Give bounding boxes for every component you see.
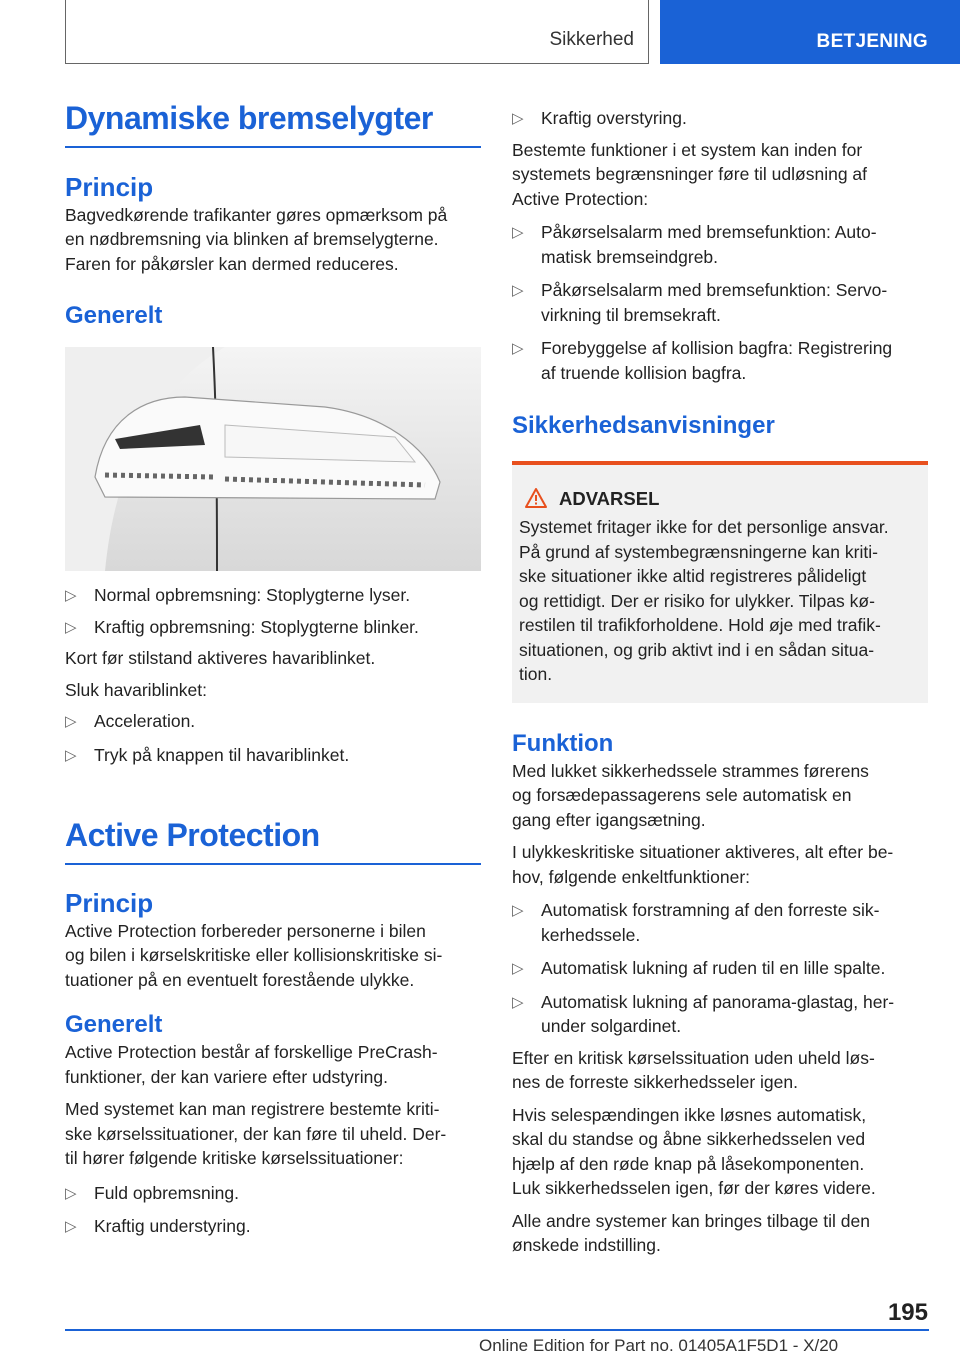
heading-active-protection: Active Protection bbox=[65, 817, 320, 853]
efter-paragraph: Efter en kritisk kørselssituation uden uheld løs- nes de forreste sikkerhedsseler igen. bbox=[512, 1047, 875, 1092]
heading-brake-lights: Dynamiske bremselygter bbox=[65, 100, 433, 136]
list-item: ▷ Fuld opbremsning. bbox=[65, 1181, 481, 1206]
triangle-bullet-icon: ▷ bbox=[512, 993, 524, 1011]
triangle-bullet-icon: ▷ bbox=[65, 618, 77, 636]
list-item: ▷ Kraftig understyring. bbox=[65, 1214, 481, 1239]
med-paragraph: Med systemet kan man registrere bestemte kriti- ske kørselssituationer, der kan føre til uheld. Der- til hører følgende kritiske kørselssituationer: bbox=[65, 1099, 447, 1168]
list-item: ▷ Tryk på knappen til havariblinket. bbox=[65, 743, 481, 768]
footer-rule bbox=[65, 1329, 929, 1331]
generelt-paragraph: Active Protection består af forskellige PreCrash- funktioner, der kan variere efter udstyring. bbox=[65, 1042, 438, 1087]
chapter-label: BETJENING bbox=[816, 31, 928, 52]
list-item: ▷ Kraftig overstyring. bbox=[512, 106, 928, 131]
alle-paragraph: Alle andre systemer kan bringes tilbage til den ønskede indstilling. bbox=[512, 1210, 870, 1255]
bestemte-paragraph: Bestemte funktioner i et system kan inden for systemets begrænsninger føre til udløsning af Active Protection: bbox=[512, 139, 868, 209]
list-item: ▷ Normal opbremsning: Stoplygterne lyser. bbox=[65, 583, 481, 608]
right-column bbox=[512, 106, 928, 1258]
triangle-bullet-icon: ▷ bbox=[65, 1184, 77, 1202]
heading-sikkerhedsanvisninger: Sikkerhedsanvisninger bbox=[512, 412, 775, 439]
auto-list bbox=[512, 898, 928, 1039]
list-item: ▷ Påkørselsalarm med bremsefunktion: Servo- virkning til bremsekraft. bbox=[512, 280, 888, 325]
list-item: ▷ Kraftig opbremsning: Stoplygterne blinker. bbox=[65, 615, 481, 640]
heading-rule bbox=[65, 146, 481, 148]
triangle-bullet-icon: ▷ bbox=[512, 340, 524, 357]
warning-triangle-icon bbox=[524, 487, 548, 509]
list-item: ▷ Acceleration. bbox=[65, 709, 481, 734]
triangle-bullet-icon: ▷ bbox=[65, 1218, 77, 1235]
princip-paragraph: Active Protection forbereder personerne i bilen og bilen i kørselskritiske eller kollisionskritiske si- tuationer på en eventuelt forestående ulykke. bbox=[65, 920, 443, 990]
triangle-bullet-icon: ▷ bbox=[512, 224, 524, 241]
list-item: ▷ Forebyggelse af kollision bagfra: Registrering af truende kollision bagfra. bbox=[512, 338, 893, 383]
chapter-tab bbox=[660, 0, 960, 64]
list-item: ▷ Påkørselsalarm med bremsefunktion: Auto- matisk bremseindgreb. bbox=[512, 222, 877, 267]
triangle-bullet-icon: ▷ bbox=[65, 587, 77, 604]
triangle-bullet-icon: ▷ bbox=[65, 713, 77, 730]
kort-paragraph: Kort før stilstand aktiveres havariblinket. bbox=[65, 648, 376, 668]
hvis-paragraph: Hvis selespændingen ikke løsnes automatisk, skal du standse og åbne sikkerhedsselen ved hjælp af den røde knap på låsekomponenten. Luk sikkerhedsselen igen, før der køres videre. bbox=[512, 1104, 876, 1198]
triangle-bullet-icon: ▷ bbox=[512, 960, 524, 977]
heading-princip: Princip bbox=[65, 887, 154, 918]
warning-header bbox=[519, 487, 922, 513]
header-box bbox=[65, 0, 649, 64]
section-label: Sikkerhed bbox=[549, 29, 634, 50]
heading-rule bbox=[65, 863, 481, 865]
triangle-bullet-icon: ▷ bbox=[512, 282, 524, 299]
ulykke-paragraph: I ulykkeskritiske situationer aktiveres, alt efter be- hov, følgende enkeltfunktioner: bbox=[512, 842, 894, 887]
heading-generelt: Generelt bbox=[65, 1011, 163, 1038]
warning-title: ADVARSEL bbox=[559, 488, 660, 509]
edition-text: Online Edition for Part no. 01405A1F5D1 - X/20 bbox=[479, 1336, 839, 1355]
list-item: ▷ Automatisk lukning af panorama-glastag, her- under solgardinet. bbox=[512, 991, 895, 1036]
list-item: ▷ Automatisk lukning af ruden til en lille spalte. bbox=[512, 956, 928, 981]
left-column bbox=[65, 96, 481, 1239]
triangle-bullet-icon: ▷ bbox=[512, 110, 524, 127]
heading-generelt: Generelt bbox=[65, 302, 163, 329]
triangle-bullet-icon: ▷ bbox=[512, 902, 524, 919]
princip-paragraph: Bagvedkørende trafikanter gøres opmærksom på en nødbremsning via blinken af bremselygterne. Faren for påkørsler kan dermed reduceres. bbox=[65, 204, 448, 274]
warning-box bbox=[512, 461, 928, 703]
situation-list bbox=[65, 1181, 481, 1239]
heading-funktion: Funktion bbox=[512, 729, 614, 757]
tail-light-image bbox=[65, 347, 481, 571]
triangle-bullet-icon: ▷ bbox=[65, 746, 77, 764]
funktion-paragraph: Med lukket sikkerhedssele strammes førerens og forsædepassagerens sele automatisk en gang efter igangsætning. bbox=[512, 760, 869, 830]
sluk-paragraph: Sluk havariblinket: bbox=[65, 679, 208, 700]
list-item: ▷ Automatisk forstramning af den forreste sik- kerhedssele. bbox=[512, 900, 880, 945]
page-number: 195 bbox=[887, 1299, 928, 1326]
function-list bbox=[512, 220, 928, 385]
sluk-list bbox=[65, 709, 481, 767]
brake-list bbox=[65, 583, 481, 639]
heading-princip: Princip bbox=[65, 171, 154, 202]
warning-text: Systemet fritager ikke for det personlige ansvar. På grund af systembegrænsningerne kan kriti- ske situationer ikke altid registreres pålideligt og rettidigt. Der er risiko for ulykker. Tilpas kø- restilen til trafikforholdene. Hold øje med trafik- situationen, og grib aktivt ind i en sådan situa- tion. bbox=[519, 517, 889, 684]
